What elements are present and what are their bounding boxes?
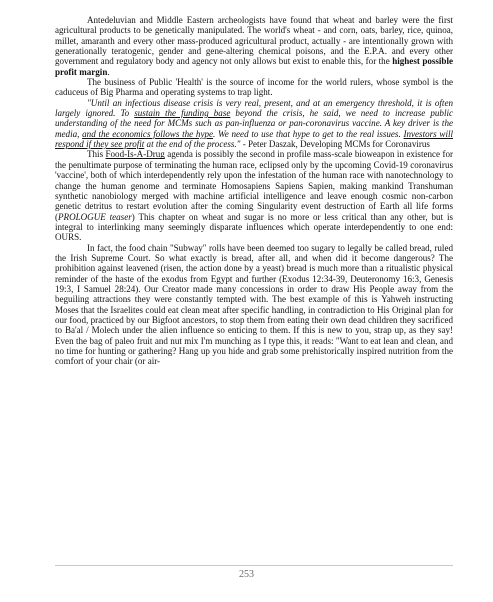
- quote-text: beyond the crisis, he said, we need to increase public understanding of the need for MCMs such as pan-influenza or pan-coronavirus vaccine. A key driver is the media,: [55, 108, 453, 139]
- underlined-phrase: Investors will respond if they see profit: [55, 128, 453, 150]
- paragraph-public-health: [55, 77, 453, 98]
- quote-text: . We need to use that hype to get to the real issues.: [213, 128, 404, 139]
- underlined-phrase: sustain the funding base: [134, 108, 231, 119]
- quote-text: "Until an infectious disease crisis is very real, present, and at an emergency threshold, it is often largely ignored. To: [55, 97, 453, 119]
- paragraph-archeology: [55, 15, 453, 77]
- underlined-phrase: and the economics follows the hype: [82, 128, 214, 139]
- quote-text: at the end of the process.": [144, 139, 241, 150]
- paragraph-text: agenda is possibly the second in profile mass-scale bioweapon in existence for the penultimate purpose of terminating the human race, eclipsed only by the upcoming Covid-19 coronavirus 'vaccine', both of which interdependently rely upon the infestation of the human race with nanotechnology to change the human genome and terminate Homosapiens Sapiens Sapien, making mankind Transhuman synthetic nanobiology merged with machine artificial intelligence and leave enough cosmic non-carbon genetic detritus to restart evolution after the coming Singularity event destruction of Earth all life forms (: [55, 149, 453, 222]
- paragraph-subway-bread: [55, 243, 453, 367]
- page-number: 253: [239, 569, 254, 580]
- bold-phrase: highest possible profit margin: [55, 56, 453, 77]
- page-body: [55, 15, 453, 367]
- paragraph-text: Antedeluvian and Middle Eastern archeologists have found that wheat and barley were the first agricultural products to be genetically manipulated. The world's wheat - and corn, oats, barley, rice, quinoa, millet, amaranth and every other mass-produced agricultural product, actually - are intentionally grown with generationally teratogenic, gender and gene-altering chemical poisons, and the E.P.A. and every other government and regulatory body and agency not only allows but exist to enable this, for the: [55, 15, 453, 67]
- paragraph-text: This: [87, 149, 106, 160]
- paragraph-text: The business of Public 'Health' is the source of income for the world rulers, whose symbol is the caduceus of Big Pharma and operating systems to trap light.: [55, 77, 453, 98]
- paragraph-text: In fact, the food chain "Subway" rolls have been deemed too sugary to legally be called bread, ruled the Irish Supreme Court. So what exactly is bread, after all, and when did it become dangerous? The prohibition against leavened (risen, the action done by a yeast) bread is much more than a ritualistic physical reminder of the haste of the exodus from Egypt and further (Exodus 12:34-39, Deuteronomy 16:3, Genesis 19:3, I Samuel 28:24). Our Creator made many concessions in order to draw His People away from the beguiling attractions they were constantly tempted with. The best example of this is Yahweh instructing Moses that the Israelites could eat clean meat after specific handling, in contradiction to His Original plan for our food, practiced by our Bigfoot ancestors, to stop them from eating their own dead children they sacrificed to Ba'al / Molech under the alien influence so enticing to them. If this is new to you, strap up, as they say! Even the bag of paleo fruit and nut mix I'm munching as I type this, it reads: "Want to eat lean and clean, and no time for hunting or gathering? Hang up you hide and grab some prehistorically inspired nutrition from the comfort of your chair (or air-: [55, 242, 453, 367]
- paragraph-food-is-a-drug: [55, 149, 453, 242]
- footer-divider: [55, 565, 453, 566]
- underlined-phrase: Food-Is-A-Drug: [105, 149, 165, 160]
- paragraph-text: ) This chapter on wheat and sugar is no more or less critical than any other, but is integral to interlinking many seemingly disparate influences which operate interdependently to one end: OURS.: [55, 211, 453, 243]
- block-quote: [55, 98, 453, 150]
- italic-phrase: PROLOGUE teaser: [58, 211, 132, 222]
- paragraph-text: .: [107, 66, 110, 77]
- quote-attribution: - Peter Daszak, Developing MCMs for Coronavirus: [240, 139, 430, 150]
